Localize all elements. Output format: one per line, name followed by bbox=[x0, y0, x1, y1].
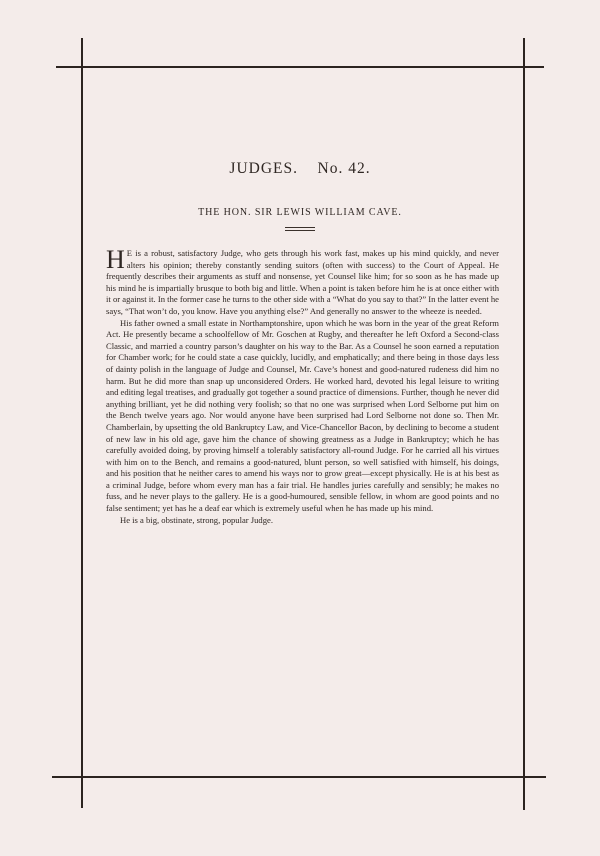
paragraph-2: His father owned a small estate in Northamptonshire, upon which he was born in the year of the great Reform Act. He presently became a schoolfellow of Mr. Goschen at Rugby, and thereafter he left Oxford a Second-class Classic, and married a country parson’s daughter on his way to the Bar. As a Counsel he soon earned a reputation for Chamber work; for he could state a case quickly, lucidly, and emphatically; and there being in those days less of dainty polish in the language of Judge and Counsel, Mr. Cave’s honest and good-natured rudeness did him no harm. But he did more than snap up unconsidered Orders. He worked hard, devoted his legal leisure to writing and editing legal treatises, and gradually got together a sound practice of dimensions. Further, though he never did anything brilliant, yet he did nothing very foolish; so that no one was surprised when Lord Selborne put him on the Bench twelve years ago. Nor would anyone have been surprised had Lord Selborne not done so. Then Mr. Chamberlain, by upsetting the old Bankruptcy Law, and Vice-Chancellor Bacon, by declining to become a student of new law in his old age, gave him the chance of showing greatness as a Judge in Bankruptcy; which he has carefully avoided doing, by proving himself a tolerably satisfactory all-round Judge. For he carried all his virtues with him on to the Bench, and remains a good-natured, blunt person, so well satisfied with himself, his doings, and his position that he neither cares to amend his ways nor to grow great—except physically. He is at his best as a criminal Judge, before whom every man has a fair trial. He handles juries carefully and sensibly; he makes no fuss, and he never plays to the gallery. He is a good-humoured, sensible fellow, in whom are good points and no false sentiment; yet has he a deaf ear which is extremely useful when he has made up his mind. bbox=[106, 317, 499, 514]
article-subtitle: THE HON. SIR LEWIS WILLIAM CAVE. bbox=[198, 207, 402, 218]
paragraph-1 bbox=[106, 245, 499, 318]
paragraph-3: He is a big, obstinate, strong, popular Judge. bbox=[120, 514, 273, 525]
page-title: JUDGES. No. 42. bbox=[229, 160, 371, 177]
top-border-rule bbox=[56, 66, 544, 68]
article-body bbox=[106, 245, 499, 526]
paragraph-1-text: E is a robust, satisfactory Judge, who gets through his work fast, makes up his mind quickly, and never alters his opinion; thereby constantly sending suitors (often with success) to the Court of Appeal. He frequently describes their arguments as stuff and nonsense, yet Counsel like him; for so soon as he has made up his mind he is impartially brusque to both big and little. When a point is taken before him he is at once either with it or against it. In the former case he turns to the other side with a “What do you say to that?” In the latter event he says, “That won’t do, you know. Have you anything else?” And generally no answer to the wheeze is needed. bbox=[106, 248, 499, 316]
drop-cap: H bbox=[106, 245, 125, 274]
bottom-border-rule bbox=[52, 776, 546, 778]
title-underline-second bbox=[285, 230, 315, 231]
right-border-rule bbox=[523, 38, 525, 810]
left-border-rule bbox=[81, 38, 83, 808]
title-underline bbox=[285, 227, 315, 228]
